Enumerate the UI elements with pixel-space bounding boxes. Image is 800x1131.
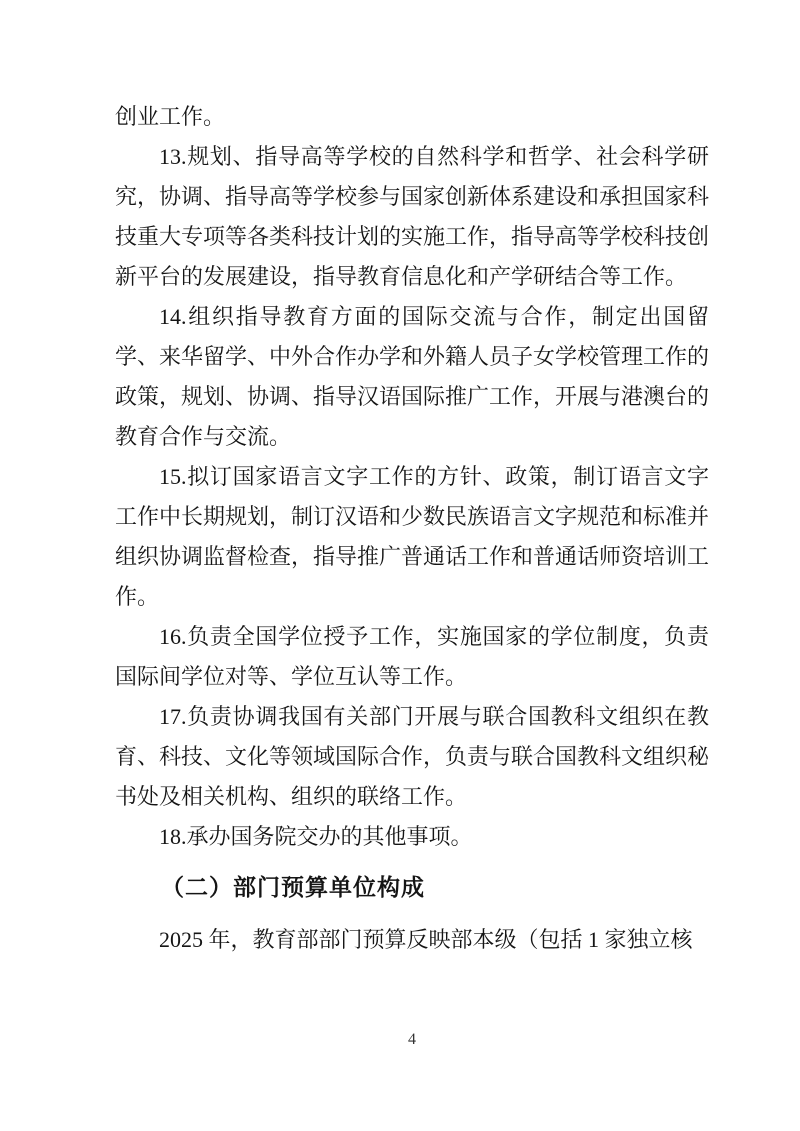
section-heading-budget-unit-composition: （二）部门预算单位构成 [161,875,425,900]
paragraph-item-16: 16.负责全国学位授予工作，实施国家的学位制度，负责国际间学位对等、学位互认等工作。 [115,624,709,689]
paragraph-continuation: 创业工作。 [115,104,226,129]
paragraph-budget-intro: 2025 年，教育部部门预算反映部本级（包括 1 家独立核 [159,927,693,952]
paragraph-item-15: 15.拟订国家语言文字工作的方针、政策，制订语言文字工作中长期规划，制订汉语和少数民族语言文字规范和标准并组织协调监督检查，指导推广普通话工作和普通话师资培训工作。 [115,464,710,609]
paragraph-item-14: 14.组织指导教育方面的国际交流与合作，制定出国留学、来华留学、中外合作办学和外籍人员子女学校管理工作的政策，规划、协调、指导汉语国际推广工作，开展与港澳台的教育合作与交流。 [115,304,710,449]
page-number: 4 [408,1031,416,1048]
document-body [115,97,709,960]
paragraph-item-18: 18.承办国务院交办的其他事项。 [159,824,473,849]
paragraph-item-17: 17.负责协调我国有关部门开展与联合国教科文组织在教育、科技、文化等领域国际合作，负责与联合国教科文组织秘书处及相关机构、组织的联络工作。 [115,704,710,809]
paragraph-item-13: 13.规划、指导高等学校的自然科学和哲学、社会科学研究，协调、指导高等学校参与国家创新体系建设和承担国家科技重大专项等各类科技计划的实施工作，指导高等学校科技创新平台的发展建设，指导教育信息化和产学研结合等工作。 [115,144,710,289]
